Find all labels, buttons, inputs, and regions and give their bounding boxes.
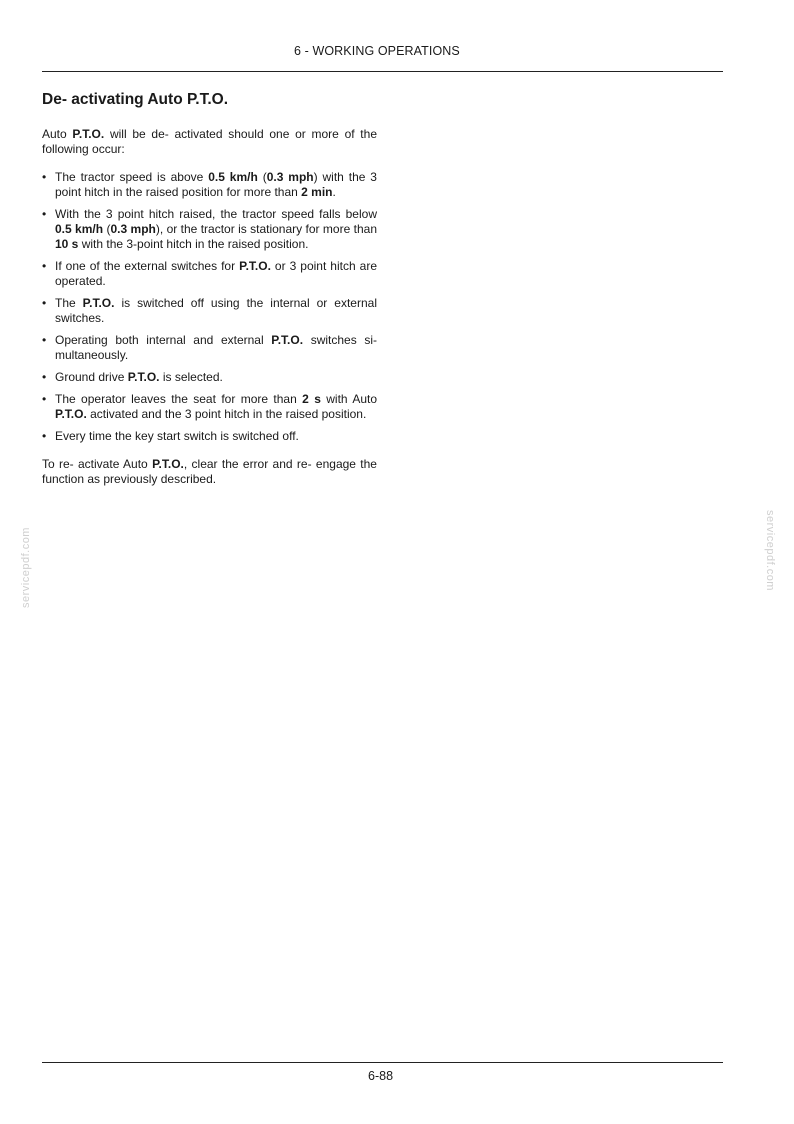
bullet-icon: • [42,392,47,406]
page-footer [42,1062,723,1083]
bullet-icon: • [42,333,47,347]
list-item [42,259,377,289]
bullet-icon: • [42,170,47,184]
chapter-title: 6 - WORKING OPERATIONS [294,44,460,58]
condition-list [42,170,377,444]
list-item [42,392,377,422]
list-item-text: With the 3 point hitch raised, the tractor speed falls below 0.5 km/h (0.3 mph), or the tractor is stationary for more than 10 s with the 3-point hitch in the raised position. [55,207,377,251]
list-item [42,296,377,326]
list-item [42,429,377,444]
bullet-icon: • [42,429,47,443]
list-item [42,170,377,200]
list-item-text: The tractor speed is above 0.5 km/h (0.3 mph) with the 3 point hitch in the raised position for more than 2 min. [55,170,377,199]
list-item [42,370,377,385]
page-number: 6-88 [368,1069,394,1083]
list-item-text: Operating both internal and external P.T.O. switches simultaneously. [55,333,377,362]
list-item [42,333,377,363]
page-header [42,42,723,72]
watermark-left: servicepdf.com [20,527,32,608]
bullet-icon: • [42,370,47,384]
list-item-text: The P.T.O. is switched off using the internal or external switches. [55,296,377,325]
section-title: De- activating Auto P.T.O. [42,91,229,108]
main-content [42,88,377,487]
closing-paragraph: To re- activate Auto P.T.O., clear the error and re- engage the function as previously described. [42,457,377,486]
list-item-text: Ground drive P.T.O. is selected. [55,370,223,384]
bullet-icon: • [42,259,47,273]
watermark-right: servicepdf.com [764,510,776,591]
bullet-icon: • [42,296,47,310]
intro-paragraph: Auto P.T.O. will be de- activated should one or more of the following occur: [42,127,377,156]
list-item [42,207,377,252]
list-item-text: Every time the key start switch is switched off. [55,429,299,443]
bullet-icon: • [42,207,47,221]
list-item-text: The operator leaves the seat for more than 2 s with Auto P.T.O. activated and the 3 point hitch in the raised position. [55,392,378,421]
list-item-text: If one of the external switches for P.T.O. or 3 point hitch are operated. [55,259,377,288]
